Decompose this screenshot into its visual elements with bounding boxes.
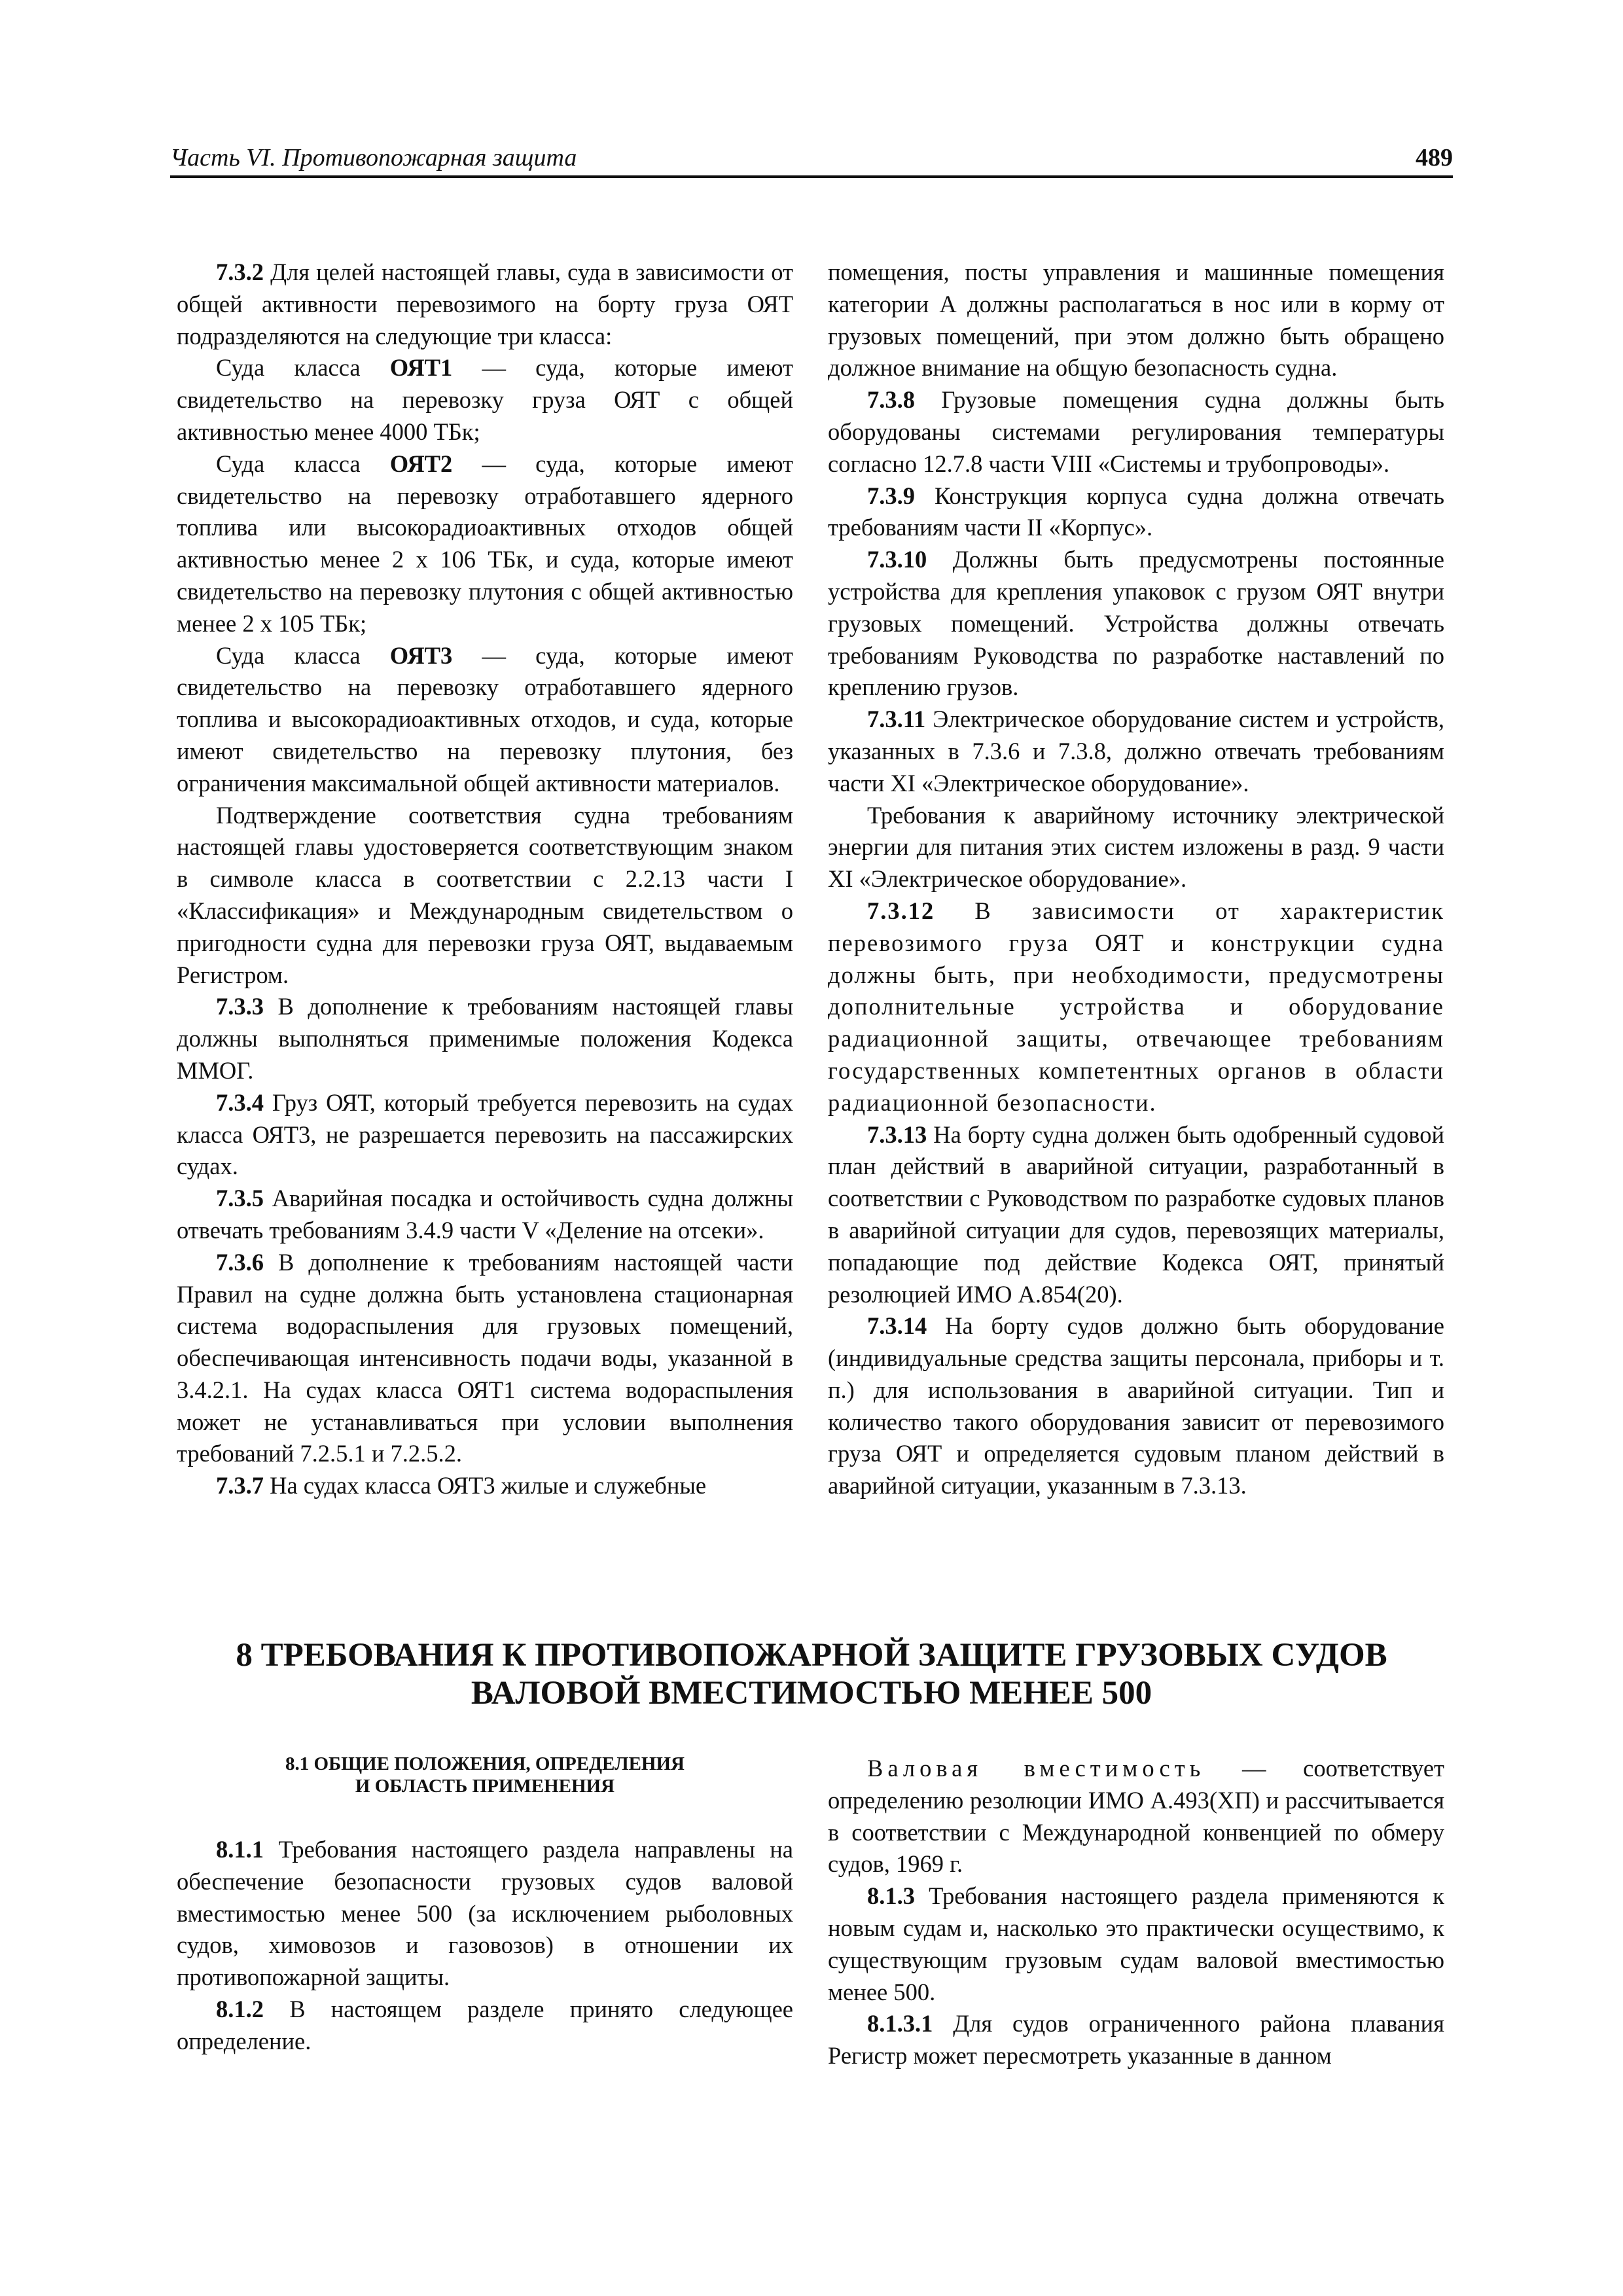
paragraph-class-oyat2: Суда класса ОЯТ2 — суда, которые имеют свидетельство на перевозку отработавшего ядерного топлива или высокорадиоактивных отходов общей активностью менее 2 х 106 ТБк, и суда, которые имеют свидетельство на перевозку плутония с общей активностью менее 2 х 105 ТБк; [177, 450, 793, 637]
section-8-heading [170, 1636, 1453, 1712]
paragraph-emergency-source: Требования к аварийному источнику электрической энергии для питания этих систем изложены в разд. 9 части XI «Электрическое оборудование». [828, 801, 1444, 893]
page-number: 489 [1416, 144, 1453, 171]
paragraph-7-3-2: 7.3.2 Для целей настоящей главы, суда в зависимости от общей активности перевозимого на борту груза ОЯТ подразделяются на следующие три класса: [177, 259, 793, 350]
paragraph-confirmation: Подтверждение соответствия судна требованиям настоящей главы удостоверяется соответствующим знаком в символе класса в соответствии с 2.2.13 части I «Классификация» и Международным свидетельством о пригодности судна для перевозки груза ОЯТ, выдаваемым Регистром. [177, 801, 793, 988]
paragraph-7-3-3: 7.3.3 В дополнение к требованиям настоящей главы должны выполняться применимые положения Кодекса ММОГ. [177, 993, 793, 1084]
column-right-bottom [828, 1753, 1444, 2072]
column-left-bottom [177, 1753, 793, 2058]
paragraph-7-3-4: 7.3.4 Груз ОЯТ, который требуется перевозить на судах класса ОЯТ3, не разрешается перевозить на пассажирских судах. [177, 1088, 793, 1180]
paragraph-gross-tonnage-definition: Валовая вместимость — соответствует определению резолюции ИМО А.493(ХП) и рассчитывается в соответствии с Международной конвенцией по обмеру судов, 1969 г. [828, 1755, 1444, 1878]
paragraph-7-3-5: 7.3.5 Аварийная посадка и остойчивость судна должны отвечать требованиям 3.4.9 части V «Деление на отсеки». [177, 1185, 793, 1244]
column-left-top [177, 257, 793, 1502]
paragraph-7-3-7-continued: помещения, посты управления и машинные помещения категории А должны располагаться в нос или в корму от грузовых помещений, при этом должно быть обращено должное внимание на общую безопасность судна. [828, 259, 1444, 382]
paragraph-8-1-2: 8.1.2 В настоящем разделе принято следующее определение. [177, 1995, 793, 2054]
term-gross-tonnage: Валовая вместимость [867, 1755, 1205, 1782]
section-8-title-line2: ВАЛОВОЙ ВМЕСТИМОСТЬЮ МЕНЕЕ 500 [471, 1675, 1152, 1712]
paragraph-7-3-8: 7.3.8 Грузовые помещения судна должны быть оборудованы системами регулирования температуры согласно 12.7.8 части VIII «Системы и трубопроводы». [828, 386, 1444, 477]
paragraph-class-oyat3: Суда класса ОЯТ3 — суда, которые имеют свидетельство на перевозку отработавшего ядерного топлива и высокорадиоактивных отходов, и суда, которые имеют свидетельство на перевозку плутония, без ограничения максимальной общей активности материалов. [177, 641, 793, 797]
running-header [170, 143, 1453, 178]
paragraph-class-oyat1: Суда класса ОЯТ1 — суда, которые имеют свидетельство на перевозку груза ОЯТ с общей активностью менее 4000 ТБк; [177, 354, 793, 445]
paragraph-8-1-3: 8.1.3 Требования настоящего раздела применяются к новым судам и, насколько это практически осуществимо, к существующим грузовым судам валовой вместимостью менее 500. [828, 1882, 1444, 2005]
paragraph-7-3-9: 7.3.9 Конструкция корпуса судна должна отвечать требованиям части II «Корпус». [828, 482, 1444, 541]
paragraph-7-3-14: 7.3.14 На борту судов должно быть оборудование (индивидуальные средства защиты персонала, приборы и т. п.) для использования в аварийной ситуации. Тип и количество такого оборудования зависит от перевозимого груза ОЯТ и определяется судовым планом действий в аварийной ситуации, указанным в 7.3.13. [828, 1312, 1444, 1499]
subsection-8-1-heading: 8.1 ОБЩИЕ ПОЛОЖЕНИЯ, ОПРЕДЕЛЕНИЯ И ОБЛАСТЬ ПРИМЕНЕНИЯ [285, 1753, 685, 1797]
paragraph-7-3-13: 7.3.13 На борту судна должен быть одобренный судовой план действий в аварийной ситуации, разработанный в соответствии с Руководством по разработке судовых планов в аварийной ситуации для судов, перевозящих материалы, попадающие под действие Кодекса ОЯТ, принятый резолюцией ИМО А.854(20). [828, 1121, 1444, 1308]
header-title: Часть VI. Противопожарная защита [170, 144, 577, 171]
paragraph-7-3-12: 7.3.12 В зависимости от характеристик перевозимого груза ОЯТ и конструкции судна должны быть, при необходимости, предусмотрены дополнительные устройства и оборудование радиационной защиты, отвечающее требованиям государственных компетентных органов в области радиационной безопасности. [828, 897, 1444, 1116]
paragraph-7-3-7: 7.3.7 На судах класса ОЯТ3 жилые и служебные [216, 1472, 707, 1499]
paragraph-8-1-1: 8.1.1 Требования настоящего раздела направлены на обеспечение безопасности грузовых судов валовой вместимостью менее 500 (за исключением рыболовных судов, химовозов и газовозов) в отношении их противопожарной защиты. [177, 1836, 793, 1991]
column-right-top [828, 257, 1444, 1502]
paragraph-7-3-10: 7.3.10 Должны быть предусмотрены постоянные устройства для крепления упаковок с грузом ОЯТ внутри грузовых помещений. Устройства должны отвечать требованиям Руководства по разработке наставлений по креплению грузов. [828, 546, 1444, 701]
paragraph-7-3-6: 7.3.6 В дополнение к требованиям настоящей части Правил на судне должна быть установлена стационарная система водораспыления для грузовых помещений, обеспечивающая интенсивность подачи воды, указанной в 3.4.2.1. На судах класса ОЯТ1 система водораспыления может не устанавливаться при условии выполнения требований 7.2.5.1 и 7.2.5.2. [177, 1248, 793, 1467]
paragraph-8-1-3-1: 8.1.3.1 Для судов ограниченного района плавания Регистр может пересмотреть указанные в данном [828, 2010, 1444, 2070]
section-8-title-line1: 8 ТРЕБОВАНИЯ К ПРОТИВОПОЖАРНОЙ ЗАЩИТЕ ГРУЗОВЫХ СУДОВ [236, 1637, 1387, 1674]
paragraph-7-3-11: 7.3.11 Электрическое оборудование систем и устройств, указанных в 7.3.6 и 7.3.8, должно отвечать требованиям части XI «Электрическое оборудование». [828, 706, 1444, 797]
